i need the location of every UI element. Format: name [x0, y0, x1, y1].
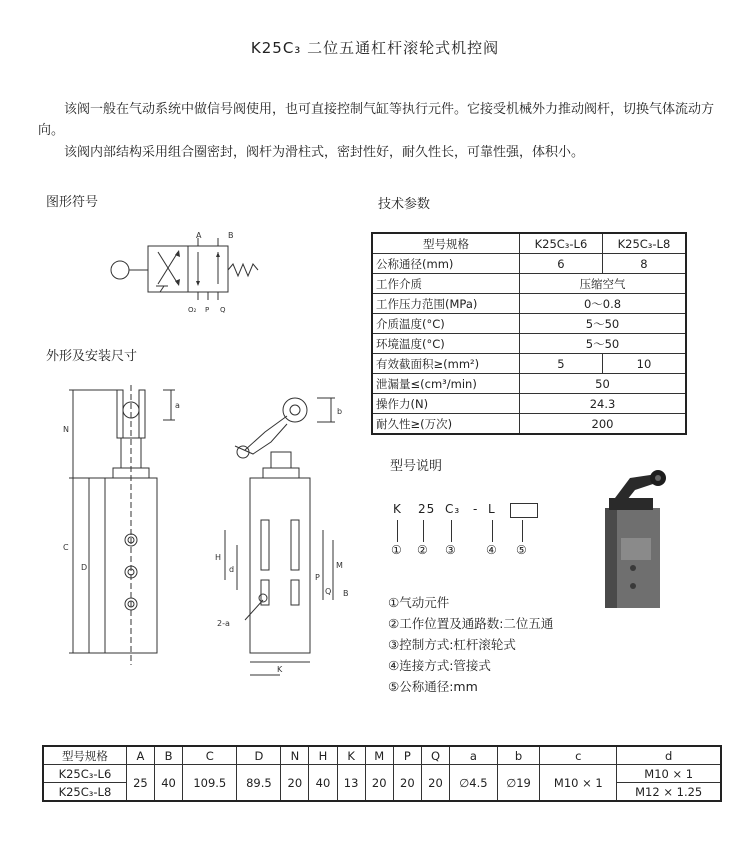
dim-d-cell: M10 × 1: [617, 765, 721, 783]
tech-row-label: 耐久性≥(万次): [372, 414, 520, 435]
dim-value-cell: M10 × 1: [540, 765, 617, 802]
tech-row-value: 50: [520, 374, 687, 394]
dim-value-cell: 25: [126, 765, 154, 802]
dim-value-cell: 40: [309, 765, 337, 802]
dim-header-cell: D: [237, 746, 281, 765]
explanation-item: ①气动元件: [388, 595, 450, 610]
dim-d-cell: M12 × 1.25: [617, 783, 721, 802]
dim-d-side-label: d: [229, 565, 235, 574]
outline-heading: 外形及安装尺寸: [46, 349, 138, 364]
code-part-25: 25: [418, 502, 436, 516]
tech-row-label: 有效截面积≥(mm²): [372, 354, 520, 374]
dim-header-cell: b: [497, 746, 539, 765]
dim-d-label: D: [81, 563, 88, 572]
dim-value-cell: 20: [365, 765, 393, 802]
front-view-drawing: [55, 380, 195, 680]
tech-row-label: 介质温度(°C): [372, 314, 520, 334]
explanation-item: ③控制方式:杠杆滚轮式: [388, 637, 516, 652]
dim-model-cell: K25C₃-L8: [43, 783, 126, 802]
port-o2-label: O₂: [188, 306, 197, 314]
tech-row: [372, 414, 686, 435]
tech-header-cell: 型号规格: [372, 233, 520, 254]
port-a-label: A: [196, 231, 202, 240]
dim-row: [43, 765, 721, 783]
tech-row: [372, 294, 686, 314]
dim-k-label: K: [277, 665, 283, 674]
dim-header-cell: a: [450, 746, 498, 765]
dim-value-cell: ∅4.5: [450, 765, 498, 802]
port-q-label: Q: [220, 306, 226, 314]
tech-row-value: 5～50: [520, 334, 687, 354]
dim-m-label: M: [336, 561, 343, 570]
tech-row-label: 泄漏量≤(cm³/min): [372, 374, 520, 394]
tech-row: [372, 314, 686, 334]
dim-value-cell: 20: [281, 765, 309, 802]
dim-header-cell: K: [337, 746, 365, 765]
dim-p-label: P: [315, 573, 320, 582]
tech-table: [371, 232, 687, 435]
port-b-label: B: [228, 231, 234, 240]
page-title: K25C₃ 二位五通杠杆滚轮式机控阀: [250, 39, 500, 57]
tech-row-value-l8: 10: [602, 354, 686, 374]
tech-row-label: 工作介质: [372, 274, 520, 294]
code-blank-box: [510, 503, 538, 518]
dim-model-cell: K25C₃-L6: [43, 765, 126, 783]
dim-value-cell: 13: [337, 765, 365, 802]
dim-b-label: b: [337, 407, 343, 416]
dim-big-b-label: B: [343, 589, 349, 598]
model-code: [393, 500, 593, 570]
dim-value-cell: 109.5: [183, 765, 237, 802]
dim-header-cell: M: [365, 746, 393, 765]
code-part-l: L: [488, 502, 496, 516]
code-part-k: K: [393, 502, 402, 516]
dim-header-row: [43, 746, 721, 765]
tech-row: [372, 374, 686, 394]
explanation-item: ②工作位置及通路数:二位五通: [388, 616, 554, 631]
symbol-heading: 图形符号: [46, 195, 99, 210]
tech-row-value-l6: 6: [520, 254, 603, 274]
code-num-5: ⑤: [516, 543, 528, 557]
model-heading: 型号说明: [390, 459, 443, 474]
dim-header-cell: A: [126, 746, 154, 765]
dim-h-label: H: [215, 553, 222, 562]
dim-q-label: Q: [325, 587, 332, 596]
tech-row-value: 0～0.8: [520, 294, 687, 314]
tech-header-cell: K25C₃-L6: [520, 233, 603, 254]
intro-paragraph-2: 该阀内部结构采用组合圈密封，阀杆为滑柱式，密封性好，耐久性长，可靠性强，体积小。: [64, 145, 585, 160]
code-part-c3: C₃: [445, 502, 461, 516]
side-view-drawing: [205, 380, 355, 680]
dim-header-cell: C: [183, 746, 237, 765]
tech-heading: 技术参数: [378, 197, 431, 212]
dim-header-cell: 型号规格: [43, 746, 126, 765]
code-num-1: ①: [391, 543, 403, 557]
tech-row: [372, 354, 686, 374]
dim-value-cell: 20: [421, 765, 449, 802]
dim-a-label: a: [175, 401, 180, 410]
tech-row-value: 压缩空气: [520, 274, 687, 294]
code-part-dash: -: [473, 502, 479, 516]
port-p-label: P: [205, 306, 210, 314]
dim-header-cell: d: [617, 746, 721, 765]
tech-row-label: 工作压力范围(MPa): [372, 294, 520, 314]
tech-row-label: 环境温度(°C): [372, 334, 520, 354]
tech-row-value-l6: 5: [520, 354, 603, 374]
tech-row-value-l8: 8: [602, 254, 686, 274]
dimension-table: [42, 745, 722, 802]
tech-row-label: 操作力(N): [372, 394, 520, 414]
dim-2a-label: 2-a: [217, 619, 230, 628]
tech-row-value: 5～50: [520, 314, 687, 334]
tech-row: [372, 394, 686, 414]
tech-row-label: 公称通径(mm): [372, 254, 520, 274]
tech-row-value: 24.3: [520, 394, 687, 414]
dim-c-label: C: [63, 543, 69, 552]
model-explanations: [388, 592, 638, 697]
dim-header-cell: Q: [421, 746, 449, 765]
code-num-3: ③: [445, 543, 457, 557]
dim-value-cell: ∅19: [497, 765, 539, 802]
roller-icon: [111, 261, 129, 279]
tech-header-row: [372, 233, 686, 254]
dim-header-cell: N: [281, 746, 309, 765]
dim-value-cell: 89.5: [237, 765, 281, 802]
tech-row-value: 200: [520, 414, 687, 435]
tech-row: [372, 254, 686, 274]
dim-header-cell: c: [540, 746, 617, 765]
dim-header-cell: B: [155, 746, 183, 765]
tech-row: [372, 274, 686, 294]
dim-header-cell: P: [393, 746, 421, 765]
tech-row: [372, 334, 686, 354]
explanation-item: ⑤公称通径:mm: [388, 679, 478, 694]
intro-paragraph-1: 该阀一般在气动系统中做信号阀使用，也可直接控制气缸等执行元件。它接受机械外力推动阀杆，切换气体流动方向。: [38, 102, 715, 138]
valve-symbol: [100, 228, 270, 318]
tech-header-cell: K25C₃-L8: [602, 233, 686, 254]
explanation-item: ④连接方式:管接式: [388, 658, 491, 673]
dim-n-label: N: [63, 425, 69, 434]
code-num-2: ②: [417, 543, 429, 557]
dim-value-cell: 20: [393, 765, 421, 802]
dim-value-cell: 40: [155, 765, 183, 802]
dim-header-cell: H: [309, 746, 337, 765]
code-num-4: ④: [486, 543, 498, 557]
